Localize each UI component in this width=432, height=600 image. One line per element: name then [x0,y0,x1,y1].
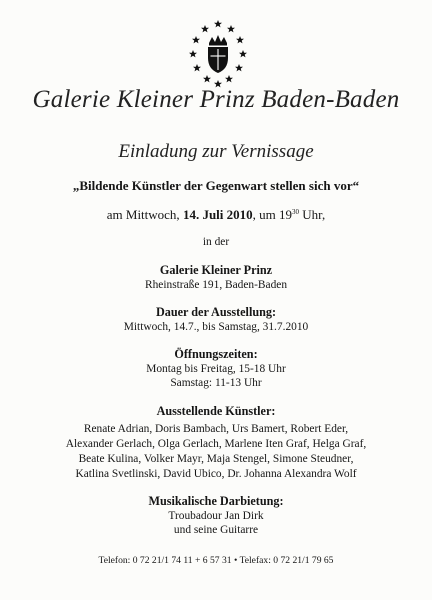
venue-address: Rheinstraße 191, Baden-Baden [144,279,288,291]
location-intro: in der [202,236,230,248]
time-suffix: Uhr, [299,207,326,222]
music-performer: Troubadour Jan Dirk [168,510,264,522]
date-prefix: am Mittwoch, [106,207,183,222]
time-prefix: , um [252,207,280,222]
gallery-name: Galerie Kleiner Prinz Baden-Baden [32,86,400,113]
artists-line: Alexander Gerlach, Olga Gerlach, Marlene Iten Graf, Helga Graf, [65,438,367,450]
music-instrument: und seine Guitarre [173,524,259,536]
artists-line: Beate Kulina, Volker Mayr, Maja Stengel, Simone Steudner, [78,453,354,465]
event-date-line [0,207,432,223]
event-date: 14. Juli 2010 [182,207,253,222]
artists-line: Katlina Svetlinski, David Ubico, Dr. Johanna Alexandra Wolf [75,468,357,480]
artists-heading: Ausstellende Künstler: [156,404,276,418]
time-minutes: 30 [292,208,300,216]
time-hour: 19 [279,207,293,222]
contact-footer: Telefon: 0 72 21/1 74 11 + 6 57 31 • Telefax: 0 72 21/1 79 65 [98,555,334,566]
opening-hours-heading: Öffnungszeiten: [174,347,258,361]
artists-line: Renate Adrian, Doris Bambach, Urs Bamert, Robert Eder, [83,423,349,435]
music-heading: Musikalische Darbietung: [148,494,284,508]
venue-name: Galerie Kleiner Prinz [159,263,273,277]
duration-heading: Dauer der Ausstellung: [155,305,277,319]
opening-hours-saturday: Samstag: 11-13 Uhr [170,377,262,389]
opening-hours-weekdays: Montag bis Freitag, 15-18 Uhr [146,363,286,375]
invitation-title: Einladung zur Vernissage [118,141,314,162]
star-crest-logo [186,18,250,90]
motto: „Bildende Künstler der Gegenwart stellen sich vor“ [72,178,360,193]
duration-text: Mittwoch, 14.7., bis Samstag, 31.7.2010 [123,321,309,333]
